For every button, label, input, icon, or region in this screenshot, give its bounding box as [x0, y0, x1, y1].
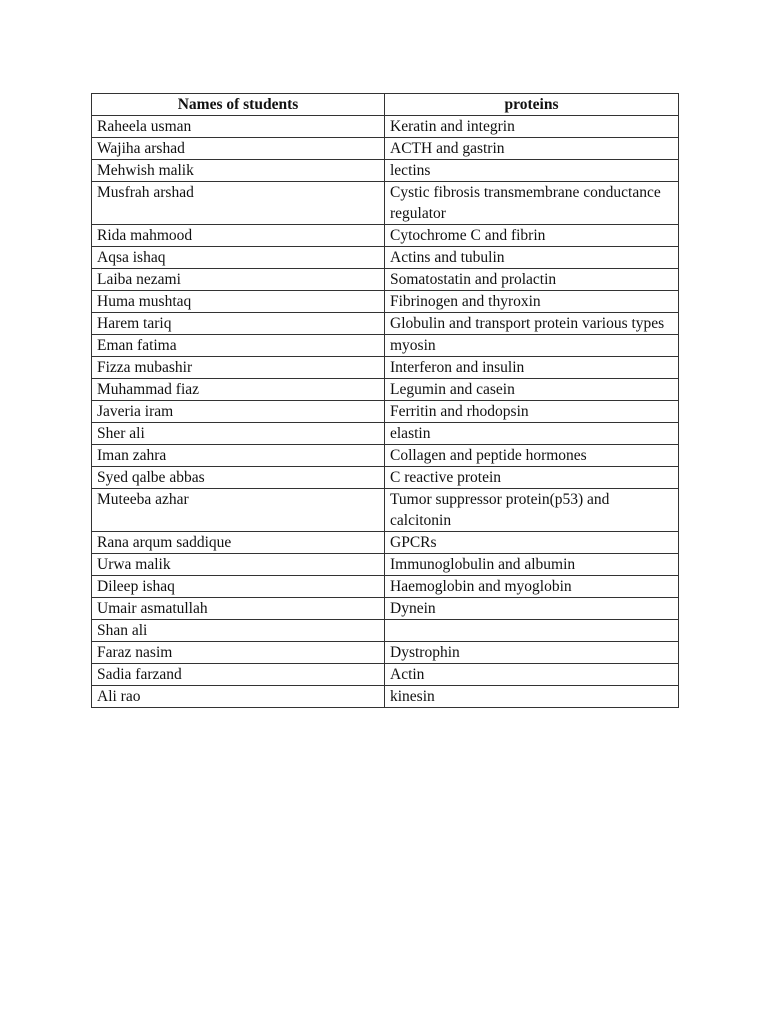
table-row [92, 642, 679, 664]
protein-cell: Collagen and peptide hormones [385, 445, 679, 467]
student-name-cell: Faraz nasim [92, 642, 385, 664]
protein-cell: Cystic fibrosis transmembrane conductance regulator [385, 182, 679, 225]
student-name-cell: Huma mushtaq [92, 291, 385, 313]
table-row [92, 160, 679, 182]
table-row [92, 423, 679, 445]
table-row [92, 182, 679, 225]
student-name-cell: Ali rao [92, 686, 385, 708]
table-row [92, 467, 679, 489]
protein-cell: GPCRs [385, 532, 679, 554]
table-row [92, 489, 679, 532]
student-name-cell: Sadia farzand [92, 664, 385, 686]
table-row [92, 247, 679, 269]
table-row [92, 598, 679, 620]
protein-cell: lectins [385, 160, 679, 182]
protein-cell: ACTH and gastrin [385, 138, 679, 160]
table-header-row [92, 94, 679, 116]
student-name-cell: Dileep ishaq [92, 576, 385, 598]
student-name-cell: Rida mahmood [92, 225, 385, 247]
table-row [92, 664, 679, 686]
student-name-cell: Musfrah arshad [92, 182, 385, 225]
student-name-cell: Eman fatima [92, 335, 385, 357]
protein-cell: Globulin and transport protein various types [385, 313, 679, 335]
table-row [92, 686, 679, 708]
table-row [92, 620, 679, 642]
protein-cell: Dynein [385, 598, 679, 620]
table-row [92, 445, 679, 467]
student-name-cell: Laiba nezami [92, 269, 385, 291]
student-name-cell: Fizza mubashir [92, 357, 385, 379]
protein-cell: Tumor suppressor protein(p53) and calcitonin [385, 489, 679, 532]
table-body [92, 116, 679, 708]
table-row [92, 291, 679, 313]
student-name-cell: Harem tariq [92, 313, 385, 335]
protein-cell: Ferritin and rhodopsin [385, 401, 679, 423]
student-name-cell: Rana arqum saddique [92, 532, 385, 554]
students-proteins-table [91, 93, 679, 708]
table-row [92, 576, 679, 598]
protein-cell: Dystrophin [385, 642, 679, 664]
student-name-cell: Syed qalbe abbas [92, 467, 385, 489]
table-row [92, 532, 679, 554]
student-name-cell: Javeria iram [92, 401, 385, 423]
protein-cell: Legumin and casein [385, 379, 679, 401]
protein-cell: elastin [385, 423, 679, 445]
table-row [92, 379, 679, 401]
protein-cell: Interferon and insulin [385, 357, 679, 379]
table-row [92, 138, 679, 160]
student-name-cell: Aqsa ishaq [92, 247, 385, 269]
student-name-cell: Urwa malik [92, 554, 385, 576]
table-row [92, 554, 679, 576]
student-name-cell: Wajiha arshad [92, 138, 385, 160]
student-name-cell: Umair asmatullah [92, 598, 385, 620]
table-row [92, 225, 679, 247]
table-row [92, 269, 679, 291]
student-name-cell: Muteeba azhar [92, 489, 385, 532]
protein-cell: Keratin and integrin [385, 116, 679, 138]
student-name-cell: Iman zahra [92, 445, 385, 467]
student-name-cell: Shan ali [92, 620, 385, 642]
protein-cell [385, 620, 679, 642]
header-names-of-students: Names of students [92, 94, 385, 116]
protein-cell: Fibrinogen and thyroxin [385, 291, 679, 313]
table-row [92, 313, 679, 335]
table-row [92, 401, 679, 423]
protein-cell: Actin [385, 664, 679, 686]
protein-cell: C reactive protein [385, 467, 679, 489]
protein-cell: Cytochrome C and fibrin [385, 225, 679, 247]
table-row [92, 357, 679, 379]
table-row [92, 335, 679, 357]
protein-cell: myosin [385, 335, 679, 357]
student-name-cell: Muhammad fiaz [92, 379, 385, 401]
protein-cell: Actins and tubulin [385, 247, 679, 269]
protein-cell: Somatostatin and prolactin [385, 269, 679, 291]
student-name-cell: Mehwish malik [92, 160, 385, 182]
header-proteins: proteins [385, 94, 679, 116]
protein-cell: Immunoglobulin and albumin [385, 554, 679, 576]
table-row [92, 116, 679, 138]
protein-cell: kinesin [385, 686, 679, 708]
protein-cell: Haemoglobin and myoglobin [385, 576, 679, 598]
student-name-cell: Raheela usman [92, 116, 385, 138]
student-name-cell: Sher ali [92, 423, 385, 445]
